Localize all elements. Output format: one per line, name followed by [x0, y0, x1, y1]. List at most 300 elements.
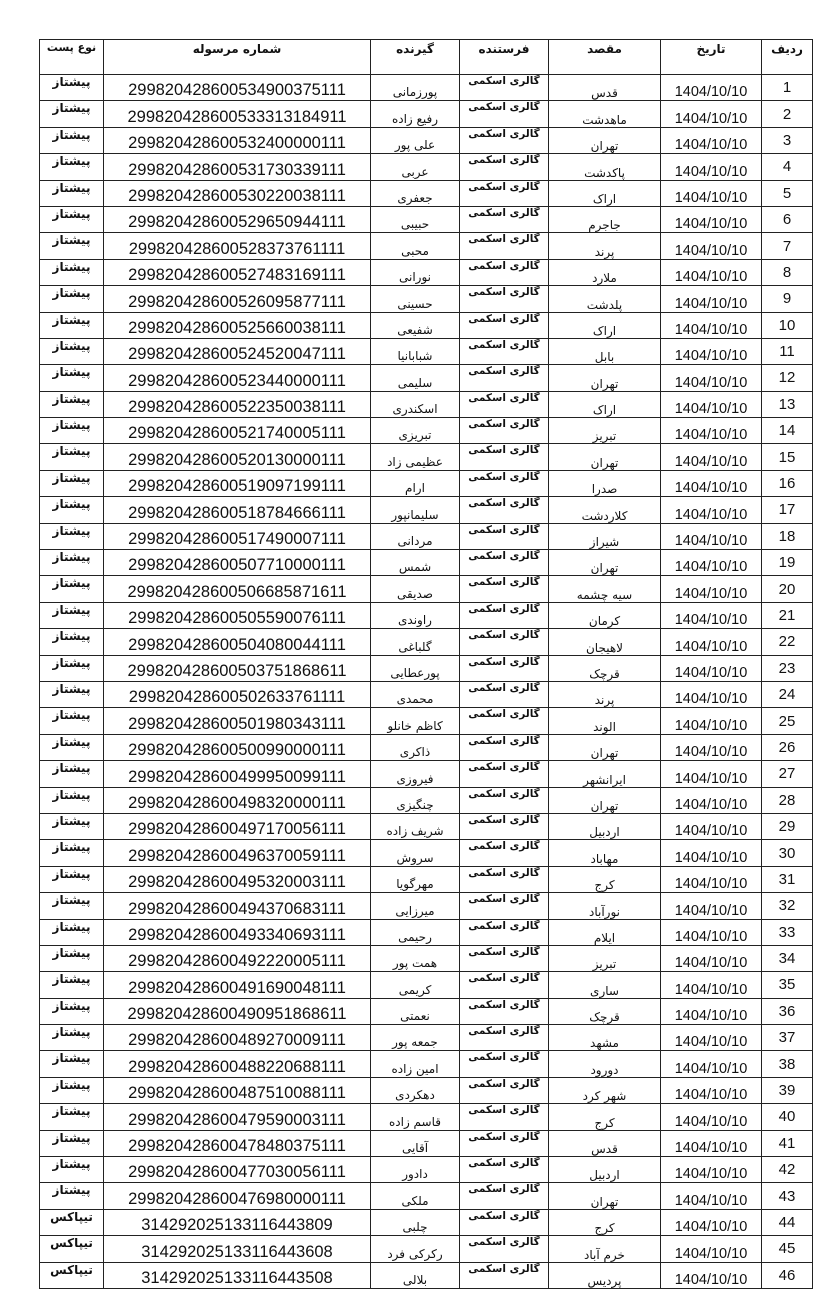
date-cell: 1404/10/10	[661, 312, 762, 338]
sender-cell: گالری اسکمی	[460, 1157, 549, 1183]
sender-cell: گالری اسکمی	[460, 681, 549, 707]
row-number-cell: 16	[762, 470, 813, 496]
table-row	[40, 259, 813, 285]
post-type-cell: پیشتاز	[40, 1077, 104, 1103]
receiver-cell: ذاکری	[371, 734, 460, 760]
tracking-number-cell: 299820428600503751868611	[104, 655, 371, 681]
table-row	[40, 866, 813, 892]
row-number-cell: 4	[762, 154, 813, 180]
receiver-cell: اسکندری	[371, 391, 460, 417]
receiver-cell: شمس	[371, 550, 460, 576]
date-cell: 1404/10/10	[661, 338, 762, 364]
row-number-cell: 39	[762, 1077, 813, 1103]
table-row	[40, 418, 813, 444]
receiver-cell: مردانی	[371, 523, 460, 549]
date-cell: 1404/10/10	[661, 180, 762, 206]
row-number-cell: 15	[762, 444, 813, 470]
receiver-cell: ملکی	[371, 1183, 460, 1209]
row-number-cell: 20	[762, 576, 813, 602]
date-cell: 1404/10/10	[661, 708, 762, 734]
sender-cell: گالری اسکمی	[460, 1236, 549, 1262]
tracking-number-cell: 314292025133116443809	[104, 1209, 371, 1235]
destination-cell: قدس	[549, 75, 661, 101]
row-number-cell: 19	[762, 550, 813, 576]
sender-cell: گالری اسکمی	[460, 972, 549, 998]
tracking-number-cell: 299820428600491690048111	[104, 972, 371, 998]
table-row	[40, 893, 813, 919]
date-cell: 1404/10/10	[661, 761, 762, 787]
post-type-cell: پیشتاز	[40, 154, 104, 180]
tracking-number-cell: 299820428600531730339111	[104, 154, 371, 180]
post-type-cell: تیپاکس	[40, 1236, 104, 1262]
sender-cell: گالری اسکمی	[460, 418, 549, 444]
destination-cell: نورآباد	[549, 893, 661, 919]
tracking-number-cell: 299820428600518784666111	[104, 497, 371, 523]
receiver-cell: دادور	[371, 1157, 460, 1183]
destination-cell: پلدشت	[549, 286, 661, 312]
receiver-cell: جعفری	[371, 180, 460, 206]
post-type-cell: پیشتاز	[40, 470, 104, 496]
table-row	[40, 1051, 813, 1077]
destination-cell: قرچک	[549, 655, 661, 681]
tracking-number-cell: 314292025133116443608	[104, 1236, 371, 1262]
row-number-cell: 45	[762, 1236, 813, 1262]
destination-cell: بابل	[549, 338, 661, 364]
date-cell: 1404/10/10	[661, 365, 762, 391]
tracking-number-cell: 299820428600502633761111	[104, 681, 371, 707]
tracking-number-cell: 299820428600520130000111	[104, 444, 371, 470]
destination-cell: تبریز	[549, 418, 661, 444]
post-type-cell: پیشتاز	[40, 1051, 104, 1077]
sender-cell: گالری اسکمی	[460, 734, 549, 760]
tracking-number-cell: 299820428600507710000111	[104, 550, 371, 576]
row-number-cell: 5	[762, 180, 813, 206]
sender-cell: گالری اسکمی	[460, 233, 549, 259]
sender-cell: گالری اسکمی	[460, 1025, 549, 1051]
row-number-cell: 27	[762, 761, 813, 787]
destination-cell: کرمان	[549, 602, 661, 628]
receiver-cell: چلبی	[371, 1209, 460, 1235]
date-cell: 1404/10/10	[661, 1025, 762, 1051]
sender-cell: گالری اسکمی	[460, 1130, 549, 1156]
destination-cell: مهاباد	[549, 840, 661, 866]
post-type-cell: پیشتاز	[40, 1130, 104, 1156]
receiver-cell: شبابانیا	[371, 338, 460, 364]
post-type-cell: پیشتاز	[40, 233, 104, 259]
sender-cell: گالری اسکمی	[460, 391, 549, 417]
post-type-cell: پیشتاز	[40, 1104, 104, 1130]
row-number-cell: 7	[762, 233, 813, 259]
receiver-cell: شریف زاده	[371, 813, 460, 839]
sender-cell: گالری اسکمی	[460, 286, 549, 312]
destination-cell: کرج	[549, 1209, 661, 1235]
row-number-cell: 43	[762, 1183, 813, 1209]
sender-cell: گالری اسکمی	[460, 180, 549, 206]
post-type-cell: پیشتاز	[40, 391, 104, 417]
post-type-cell: پیشتاز	[40, 998, 104, 1024]
destination-cell: پرند	[549, 233, 661, 259]
tracking-number-cell: 299820428600525660038111	[104, 312, 371, 338]
post-type-cell: پیشتاز	[40, 418, 104, 444]
destination-cell: ملارد	[549, 259, 661, 285]
destination-cell: کرج	[549, 1104, 661, 1130]
post-type-cell: پیشتاز	[40, 681, 104, 707]
destination-cell: تهران	[549, 365, 661, 391]
receiver-cell: سلیمانپور	[371, 497, 460, 523]
destination-cell: جاجرم	[549, 206, 661, 232]
table-row	[40, 497, 813, 523]
post-type-cell: پیشتاز	[40, 127, 104, 153]
row-number-cell: 22	[762, 629, 813, 655]
sender-cell: گالری اسکمی	[460, 998, 549, 1024]
date-cell: 1404/10/10	[661, 391, 762, 417]
table-body	[40, 75, 813, 1289]
table-row	[40, 1025, 813, 1051]
tracking-number-cell: 299820428600526095877111	[104, 286, 371, 312]
post-type-cell: تیپاکس	[40, 1262, 104, 1288]
row-number-cell: 30	[762, 840, 813, 866]
sender-cell: گالری اسکمی	[460, 154, 549, 180]
destination-cell: ایلام	[549, 919, 661, 945]
table-row	[40, 1104, 813, 1130]
table-row	[40, 945, 813, 971]
tracking-number-cell: 299820428600506685871611	[104, 576, 371, 602]
destination-cell: ایرانشهر	[549, 761, 661, 787]
table-row	[40, 154, 813, 180]
tracking-number-cell: 299820428600495320003111	[104, 866, 371, 892]
destination-cell: دورود	[549, 1051, 661, 1077]
row-number-cell: 18	[762, 523, 813, 549]
destination-cell: ماهدشت	[549, 101, 661, 127]
post-type-cell: پیشتاز	[40, 1183, 104, 1209]
destination-cell: خرم آباد	[549, 1236, 661, 1262]
tracking-number-cell: 299820428600489270009111	[104, 1025, 371, 1051]
date-cell: 1404/10/10	[661, 101, 762, 127]
table-row	[40, 444, 813, 470]
post-type-cell: پیشتاز	[40, 655, 104, 681]
sender-cell: گالری اسکمی	[460, 787, 549, 813]
destination-cell: کرج	[549, 866, 661, 892]
sender-cell: گالری اسکمی	[460, 1262, 549, 1288]
tracking-number-cell: 299820428600476980000111	[104, 1183, 371, 1209]
tracking-number-cell: 299820428600488220688111	[104, 1051, 371, 1077]
table-row	[40, 681, 813, 707]
post-type-cell: پیشتاز	[40, 866, 104, 892]
sender-cell: گالری اسکمی	[460, 444, 549, 470]
post-type-cell: پیشتاز	[40, 550, 104, 576]
sender-cell: گالری اسکمی	[460, 866, 549, 892]
destination-cell: تهران	[549, 787, 661, 813]
receiver-cell: آقایی	[371, 1130, 460, 1156]
row-number-cell: 35	[762, 972, 813, 998]
row-number-cell: 40	[762, 1104, 813, 1130]
table-row	[40, 1236, 813, 1262]
receiver-cell: گلباغی	[371, 629, 460, 655]
receiver-cell: پورزمانی	[371, 75, 460, 101]
post-type-cell: پیشتاز	[40, 365, 104, 391]
destination-cell: تهران	[549, 734, 661, 760]
sender-cell: گالری اسکمی	[460, 629, 549, 655]
date-cell: 1404/10/10	[661, 893, 762, 919]
destination-cell: لاهیجان	[549, 629, 661, 655]
receiver-cell: همت پور	[371, 945, 460, 971]
table-row	[40, 813, 813, 839]
tracking-number-cell: 299820428600522350038111	[104, 391, 371, 417]
table-row	[40, 180, 813, 206]
date-cell: 1404/10/10	[661, 681, 762, 707]
destination-cell: تهران	[549, 127, 661, 153]
table-row	[40, 470, 813, 496]
receiver-cell: شفیعی	[371, 312, 460, 338]
row-number-cell: 21	[762, 602, 813, 628]
tracking-number-cell: 299820428600492220005111	[104, 945, 371, 971]
post-type-cell: پیشتاز	[40, 945, 104, 971]
tracking-number-cell: 299820428600496370059111	[104, 840, 371, 866]
post-type-cell: پیشتاز	[40, 708, 104, 734]
date-cell: 1404/10/10	[661, 998, 762, 1024]
destination-cell: شیراز	[549, 523, 661, 549]
row-number-cell: 12	[762, 365, 813, 391]
table-row	[40, 286, 813, 312]
receiver-cell: سلیمی	[371, 365, 460, 391]
table-row	[40, 734, 813, 760]
table-row	[40, 206, 813, 232]
table-row	[40, 127, 813, 153]
date-cell: 1404/10/10	[661, 470, 762, 496]
receiver-cell: دهکردی	[371, 1077, 460, 1103]
post-type-cell: پیشتاز	[40, 101, 104, 127]
row-number-cell: 26	[762, 734, 813, 760]
receiver-cell: مهرگویا	[371, 866, 460, 892]
tracking-number-cell: 299820428600527483169111	[104, 259, 371, 285]
table-row	[40, 523, 813, 549]
post-type-cell: پیشتاز	[40, 259, 104, 285]
destination-cell: ساری	[549, 972, 661, 998]
date-cell: 1404/10/10	[661, 1157, 762, 1183]
destination-cell: سیه چشمه	[549, 576, 661, 602]
table-row	[40, 972, 813, 998]
date-cell: 1404/10/10	[661, 259, 762, 285]
tracking-number-cell: 299820428600498320000111	[104, 787, 371, 813]
table-row	[40, 1209, 813, 1235]
table-row	[40, 1157, 813, 1183]
tracking-number-cell: 299820428600528373761111	[104, 233, 371, 259]
receiver-cell: چنگیزی	[371, 787, 460, 813]
tracking-number-cell: 299820428600487510088111	[104, 1077, 371, 1103]
sender-cell: گالری اسکمی	[460, 259, 549, 285]
tracking-number-cell: 299820428600521740005111	[104, 418, 371, 444]
destination-cell: اراک	[549, 391, 661, 417]
destination-cell: پرند	[549, 681, 661, 707]
receiver-cell: حبیبی	[371, 206, 460, 232]
receiver-cell: رکرکی فرد	[371, 1236, 460, 1262]
row-number-cell: 41	[762, 1130, 813, 1156]
sender-cell: گالری اسکمی	[460, 919, 549, 945]
receiver-cell: نورانی	[371, 259, 460, 285]
row-number-cell: 37	[762, 1025, 813, 1051]
sender-cell: گالری اسکمی	[460, 1209, 549, 1235]
destination-cell: صدرا	[549, 470, 661, 496]
header-sender: فرستنده	[460, 40, 549, 75]
date-cell: 1404/10/10	[661, 286, 762, 312]
destination-cell: اراک	[549, 312, 661, 338]
table-row	[40, 1183, 813, 1209]
post-type-cell: پیشتاز	[40, 206, 104, 232]
table-row	[40, 550, 813, 576]
tracking-number-cell: 299820428600501980343111	[104, 708, 371, 734]
tracking-number-cell: 299820428600478480375111	[104, 1130, 371, 1156]
header-date: تاریخ	[661, 40, 762, 75]
row-number-cell: 14	[762, 418, 813, 444]
sender-cell: گالری اسکمی	[460, 550, 549, 576]
date-cell: 1404/10/10	[661, 787, 762, 813]
destination-cell: الوند	[549, 708, 661, 734]
row-number-cell: 23	[762, 655, 813, 681]
receiver-cell: قاسم زاده	[371, 1104, 460, 1130]
post-type-cell: پیشتاز	[40, 75, 104, 101]
date-cell: 1404/10/10	[661, 154, 762, 180]
date-cell: 1404/10/10	[661, 734, 762, 760]
date-cell: 1404/10/10	[661, 919, 762, 945]
header-tracking-number: شماره مرسوله	[104, 40, 371, 75]
destination-cell: پردیس	[549, 1262, 661, 1288]
sender-cell: گالری اسکمی	[460, 893, 549, 919]
tracking-number-cell: 299820428600499950099111	[104, 761, 371, 787]
receiver-cell: ارام	[371, 470, 460, 496]
table-row	[40, 840, 813, 866]
post-type-cell: پیشتاز	[40, 286, 104, 312]
row-number-cell: 42	[762, 1157, 813, 1183]
row-number-cell: 2	[762, 101, 813, 127]
date-cell: 1404/10/10	[661, 127, 762, 153]
row-number-cell: 36	[762, 998, 813, 1024]
header-row	[40, 40, 813, 75]
receiver-cell: تبریزی	[371, 418, 460, 444]
destination-cell: قدس	[549, 1130, 661, 1156]
destination-cell: تهران	[549, 550, 661, 576]
date-cell: 1404/10/10	[661, 497, 762, 523]
tracking-number-cell: 299820428600493340693111	[104, 919, 371, 945]
date-cell: 1404/10/10	[661, 523, 762, 549]
sender-cell: گالری اسکمی	[460, 101, 549, 127]
table-row	[40, 233, 813, 259]
date-cell: 1404/10/10	[661, 813, 762, 839]
post-type-cell: پیشتاز	[40, 523, 104, 549]
sender-cell: گالری اسکمی	[460, 1183, 549, 1209]
tracking-number-cell: 299820428600494370683111	[104, 893, 371, 919]
receiver-cell: عربی	[371, 154, 460, 180]
tracking-number-cell: 299820428600500990000111	[104, 734, 371, 760]
sender-cell: گالری اسکمی	[460, 813, 549, 839]
destination-cell: اردبیل	[549, 1157, 661, 1183]
date-cell: 1404/10/10	[661, 1104, 762, 1130]
row-number-cell: 9	[762, 286, 813, 312]
receiver-cell: عظیمی زاد	[371, 444, 460, 470]
table-row	[40, 365, 813, 391]
post-type-cell: پیشتاز	[40, 1157, 104, 1183]
header-row-number: ردیف	[762, 40, 813, 75]
receiver-cell: علی پور	[371, 127, 460, 153]
destination-cell: پاکدشت	[549, 154, 661, 180]
receiver-cell: راوندی	[371, 602, 460, 628]
receiver-cell: میرزایی	[371, 893, 460, 919]
sender-cell: گالری اسکمی	[460, 1104, 549, 1130]
receiver-cell: محمدی	[371, 681, 460, 707]
date-cell: 1404/10/10	[661, 1051, 762, 1077]
sender-cell: گالری اسکمی	[460, 75, 549, 101]
receiver-cell: حسینی	[371, 286, 460, 312]
sender-cell: گالری اسکمی	[460, 840, 549, 866]
sender-cell: گالری اسکمی	[460, 1051, 549, 1077]
post-type-cell: پیشتاز	[40, 576, 104, 602]
row-number-cell: 28	[762, 787, 813, 813]
sender-cell: گالری اسکمی	[460, 523, 549, 549]
tracking-number-cell: 299820428600530220038111	[104, 180, 371, 206]
table-row	[40, 708, 813, 734]
table-row	[40, 576, 813, 602]
receiver-cell: جمعه پور	[371, 1025, 460, 1051]
table-row	[40, 1262, 813, 1288]
tracking-number-cell: 299820428600524520047111	[104, 338, 371, 364]
table-row	[40, 761, 813, 787]
date-cell: 1404/10/10	[661, 444, 762, 470]
destination-cell: تبریز	[549, 945, 661, 971]
sender-cell: گالری اسکمی	[460, 497, 549, 523]
tracking-number-cell: 299820428600505590076111	[104, 602, 371, 628]
table-row	[40, 75, 813, 101]
table-row	[40, 391, 813, 417]
post-type-cell: تیپاکس	[40, 1209, 104, 1235]
row-number-cell: 46	[762, 1262, 813, 1288]
row-number-cell: 34	[762, 945, 813, 971]
row-number-cell: 8	[762, 259, 813, 285]
tracking-number-cell: 299820428600532400000111	[104, 127, 371, 153]
post-type-cell: پیشتاز	[40, 1025, 104, 1051]
sender-cell: گالری اسکمی	[460, 470, 549, 496]
date-cell: 1404/10/10	[661, 1236, 762, 1262]
table-row	[40, 1130, 813, 1156]
date-cell: 1404/10/10	[661, 233, 762, 259]
row-number-cell: 6	[762, 206, 813, 232]
sender-cell: گالری اسکمی	[460, 761, 549, 787]
row-number-cell: 24	[762, 681, 813, 707]
receiver-cell: نعمتی	[371, 998, 460, 1024]
tracking-number-cell: 299820428600534900375111	[104, 75, 371, 101]
post-type-cell: پیشتاز	[40, 919, 104, 945]
date-cell: 1404/10/10	[661, 206, 762, 232]
sender-cell: گالری اسکمی	[460, 338, 549, 364]
date-cell: 1404/10/10	[661, 1209, 762, 1235]
post-type-cell: پیشتاز	[40, 761, 104, 787]
table-row	[40, 787, 813, 813]
receiver-cell: امین زاده	[371, 1051, 460, 1077]
row-number-cell: 44	[762, 1209, 813, 1235]
tracking-number-cell: 299820428600533313184911	[104, 101, 371, 127]
destination-cell: اراک	[549, 180, 661, 206]
destination-cell: قرچک	[549, 998, 661, 1024]
date-cell: 1404/10/10	[661, 655, 762, 681]
table-row	[40, 629, 813, 655]
date-cell: 1404/10/10	[661, 840, 762, 866]
receiver-cell: پورعطایی	[371, 655, 460, 681]
sender-cell: گالری اسکمی	[460, 1077, 549, 1103]
tracking-number-cell: 299820428600490951868611	[104, 998, 371, 1024]
tracking-number-cell: 299820428600497170056111	[104, 813, 371, 839]
receiver-cell: رفیع زاده	[371, 101, 460, 127]
sender-cell: گالری اسکمی	[460, 655, 549, 681]
row-number-cell: 13	[762, 391, 813, 417]
table-row	[40, 101, 813, 127]
